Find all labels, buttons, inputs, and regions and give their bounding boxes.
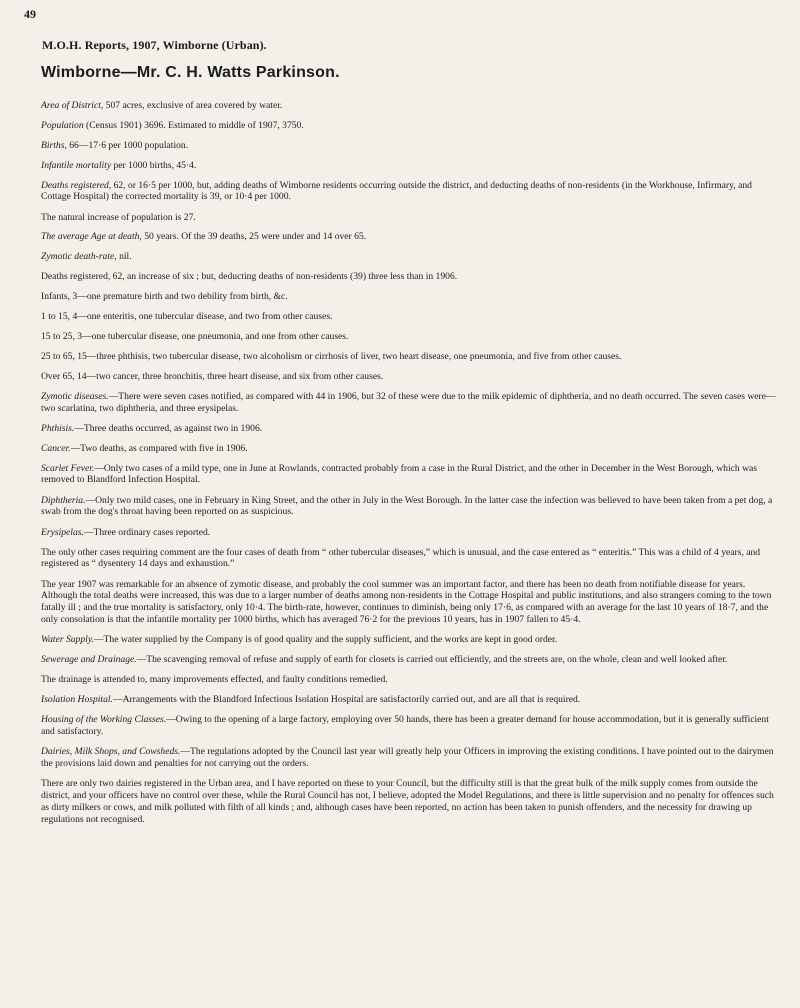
para-scarlet-fever: [41, 463, 782, 486]
para-label: Phthisis.: [41, 422, 75, 434]
para-text: —Arrangements with the Blandford Infectious Isolation Hospital are satisfactorily carried out, and are all that is required.: [112, 694, 581, 706]
para-births: [41, 140, 782, 152]
para-dairies: [41, 746, 782, 769]
para-label: Water Supply.: [41, 634, 94, 646]
para-dairies-registered: [41, 778, 782, 825]
para-label: Diphtheria.: [41, 494, 86, 506]
para-zymotic-death-rate: [41, 251, 782, 263]
para-text: per 1000 births, 45·4.: [111, 159, 197, 171]
para-average-age: [41, 231, 782, 243]
para-text: —Three ordinary cases reported.: [83, 526, 211, 538]
para-label: Erysipelas.: [41, 526, 84, 538]
para-text: The natural increase of population is 27.: [41, 211, 196, 223]
para-over-65: [41, 371, 782, 383]
para-label: Infantile mortality: [41, 159, 112, 171]
para-sewerage: [41, 654, 782, 666]
para-text: Over 65, 14—two cancer, three bronchitis, three heart disease, and six from other causes.: [41, 371, 384, 383]
para-label: Population: [41, 119, 84, 131]
para-label: Zymotic death-rate,: [41, 251, 117, 263]
para-text: The year 1907 was remarkable for an absence of zymotic disease, and probably the cool summer was an important factor, and there has been no death from notifiable disease for years. Although the total deaths were increased, this was due to a larger number of deaths among non-residents in the Cottage Hospital and public institutions, and also strangers coming to the town fatally ill ; and the true mortality is satisfactory, only 10·4. The birth-rate, however, continues to diminish, being only 17·6, as compared with an average for the last 10 years of 18·7, and the only consolation is that the infantile mortality per 1000 births, which has averaged 76·2 for the previous 10 years, has in 1907 fallen to 45·4.: [41, 578, 772, 625]
page-title: Wimborne—Mr. C. H. Watts Parkinson.: [41, 64, 340, 81]
para-text: There are only two dairies registered in the Urban area, and I have reported on these to your Council, but the difficulty still is that the great bulk of the milk supply comes from outside the district, and your officers have no control over these, while the Rural Council has not, I believe, adopted the Model Regulations, and there is little supervision and no penalty for offences such as dirty milkers or cows, and milk polluted with filth of all kinds ; and, although cases have been reported, no action has been taken to punish offenders, and the necessity for drawing up regulations not recognised.: [41, 778, 774, 825]
para-diphtheria: [41, 495, 782, 518]
para-text: The only other cases requiring comment are the four cases of death from “ other tubercular diseases,” which is unusual, and the case entered as “ enteritis.” This was a child of 4 years, and registered as “ dysentery 14 days and exhaustion.”: [41, 546, 761, 570]
para-age-25-65: [41, 351, 782, 363]
para-text: Infants, 3—one premature birth and two debility from birth, &c.: [41, 291, 288, 303]
para-label: Area of District,: [41, 100, 104, 111]
para-cancer: [41, 443, 782, 455]
para-text: 25 to 65, 15—three phthisis, two tubercular disease, two alcoholism or cirrhosis of liver, two heart disease, one pneumonia, and five from other causes.: [41, 350, 622, 362]
para-erysipelas: [41, 527, 782, 539]
para-text: The drainage is attended to, many improvements effected, and faulty conditions remedied.: [41, 674, 388, 686]
para-other-cases: [41, 547, 782, 570]
para-label: Births,: [41, 139, 67, 151]
para-drainage: [41, 674, 782, 686]
para-label: Isolation Hospital.: [41, 694, 113, 706]
para-label: Sewerage and Drainage.: [41, 653, 137, 665]
para-label: Dairies, Milk Shops, and Cowsheds.: [41, 746, 181, 758]
para-label: Zymotic diseases.: [41, 390, 109, 402]
para-label: Cancer.: [41, 442, 71, 454]
para-zymotic-diseases: [41, 391, 782, 414]
para-text: —Owing to the opening of a large factory, employing over 50 hands, there has been a greater demand for house accommodation, but it is generally sufficient and satisfactory.: [41, 714, 769, 738]
para-label: Scarlet Fever.: [41, 462, 95, 474]
para-text: 1 to 15, 4—one enteritis, one tubercular disease, and two from other causes.: [41, 311, 333, 323]
para-text: —Two deaths, as compared with five in 1906.: [70, 442, 248, 454]
para-text: —The regulations adopted by the Council last year will greatly help your Officers in improving the existing conditions. I have pointed out to the dairymen the provisions laid down and penalties for not carrying out the orders.: [41, 746, 774, 770]
para-age-1-15: [41, 311, 782, 323]
para-label: The average Age at death,: [41, 231, 142, 243]
running-head: M.O.H. Reports, 1907, Wimborne (Urban).: [42, 38, 267, 52]
para-deaths-summary: [41, 271, 782, 283]
para-infants: [41, 291, 782, 303]
para-text: Deaths registered, 62, an increase of six ; but, deducting deaths of non-residents (39) three less than in 1906.: [41, 271, 458, 283]
para-text: —Only two mild cases, one in February in King Street, and the other in July in the West Borough. In the latter case the infection was believed to have been taken from a pet dog, a swab from the dog's throat having been reported on as suspicious.: [41, 494, 773, 518]
para-population: [41, 120, 782, 132]
para-text: nil.: [116, 251, 132, 263]
report-body: [41, 100, 782, 834]
para-age-15-25: [41, 331, 782, 343]
para-text: —Three deaths occurred, as against two in 1906.: [74, 422, 263, 434]
para-text: (Census 1901) 3696. Estimated to middle of 1907, 3750.: [83, 119, 304, 131]
para-text: —The water supplied by the Company is of good quality and the supply sufficient, and the works are kept in good order.: [93, 634, 558, 646]
para-label: Deaths registered,: [41, 179, 112, 191]
para-phthisis: [41, 423, 782, 435]
para-area: [41, 100, 782, 112]
page-number: 49: [24, 7, 36, 21]
para-year-summary: [41, 579, 782, 626]
para-text: 507 acres, exclusive of area covered by water.: [103, 100, 283, 111]
para-isolation-hospital: [41, 694, 782, 706]
para-text: 62, or 16·5 per 1000, but, adding deaths of Wimborne residents occurring outside the district, and deducting deaths of non-residents (in the Workhouse, Infirmary, and Cottage Hospital) the corrected mortality is 39, or 10·4 per 1000.: [41, 179, 752, 203]
para-text: 15 to 25, 3—one tubercular disease, one pneumonia, and one from other causes.: [41, 330, 349, 342]
para-natural-increase: [41, 212, 782, 224]
para-deaths-registered: [41, 180, 782, 203]
para-housing: [41, 714, 782, 737]
para-text: —Only two cases of a mild type, one in June at Rowlands, contracted probably from a case in the Rural District, and the other in December in the West Borough, which was removed to Blandford Infection Hospital.: [41, 462, 757, 486]
para-text: —There were seven cases notified, as compared with 44 in 1906, but 32 of these were due to the milk epidemic of diphtheria, and no death occurred. The seven cases were—two scarlatina, two diphtheria, and three erysipelas.: [41, 390, 776, 414]
para-text: 66—17·6 per 1000 population.: [66, 139, 189, 151]
para-water-supply: [41, 634, 782, 646]
para-text: 50 years. Of the 39 deaths, 25 were under and 14 over 65.: [141, 231, 367, 243]
para-text: —The scavenging removal of refuse and supply of earth for closets is carried out efficiently, and the streets are, on the whole, clean and well looked after.: [136, 653, 728, 665]
para-infantile-mortality: [41, 160, 782, 172]
para-label: Housing of the Working Classes.: [41, 714, 167, 726]
